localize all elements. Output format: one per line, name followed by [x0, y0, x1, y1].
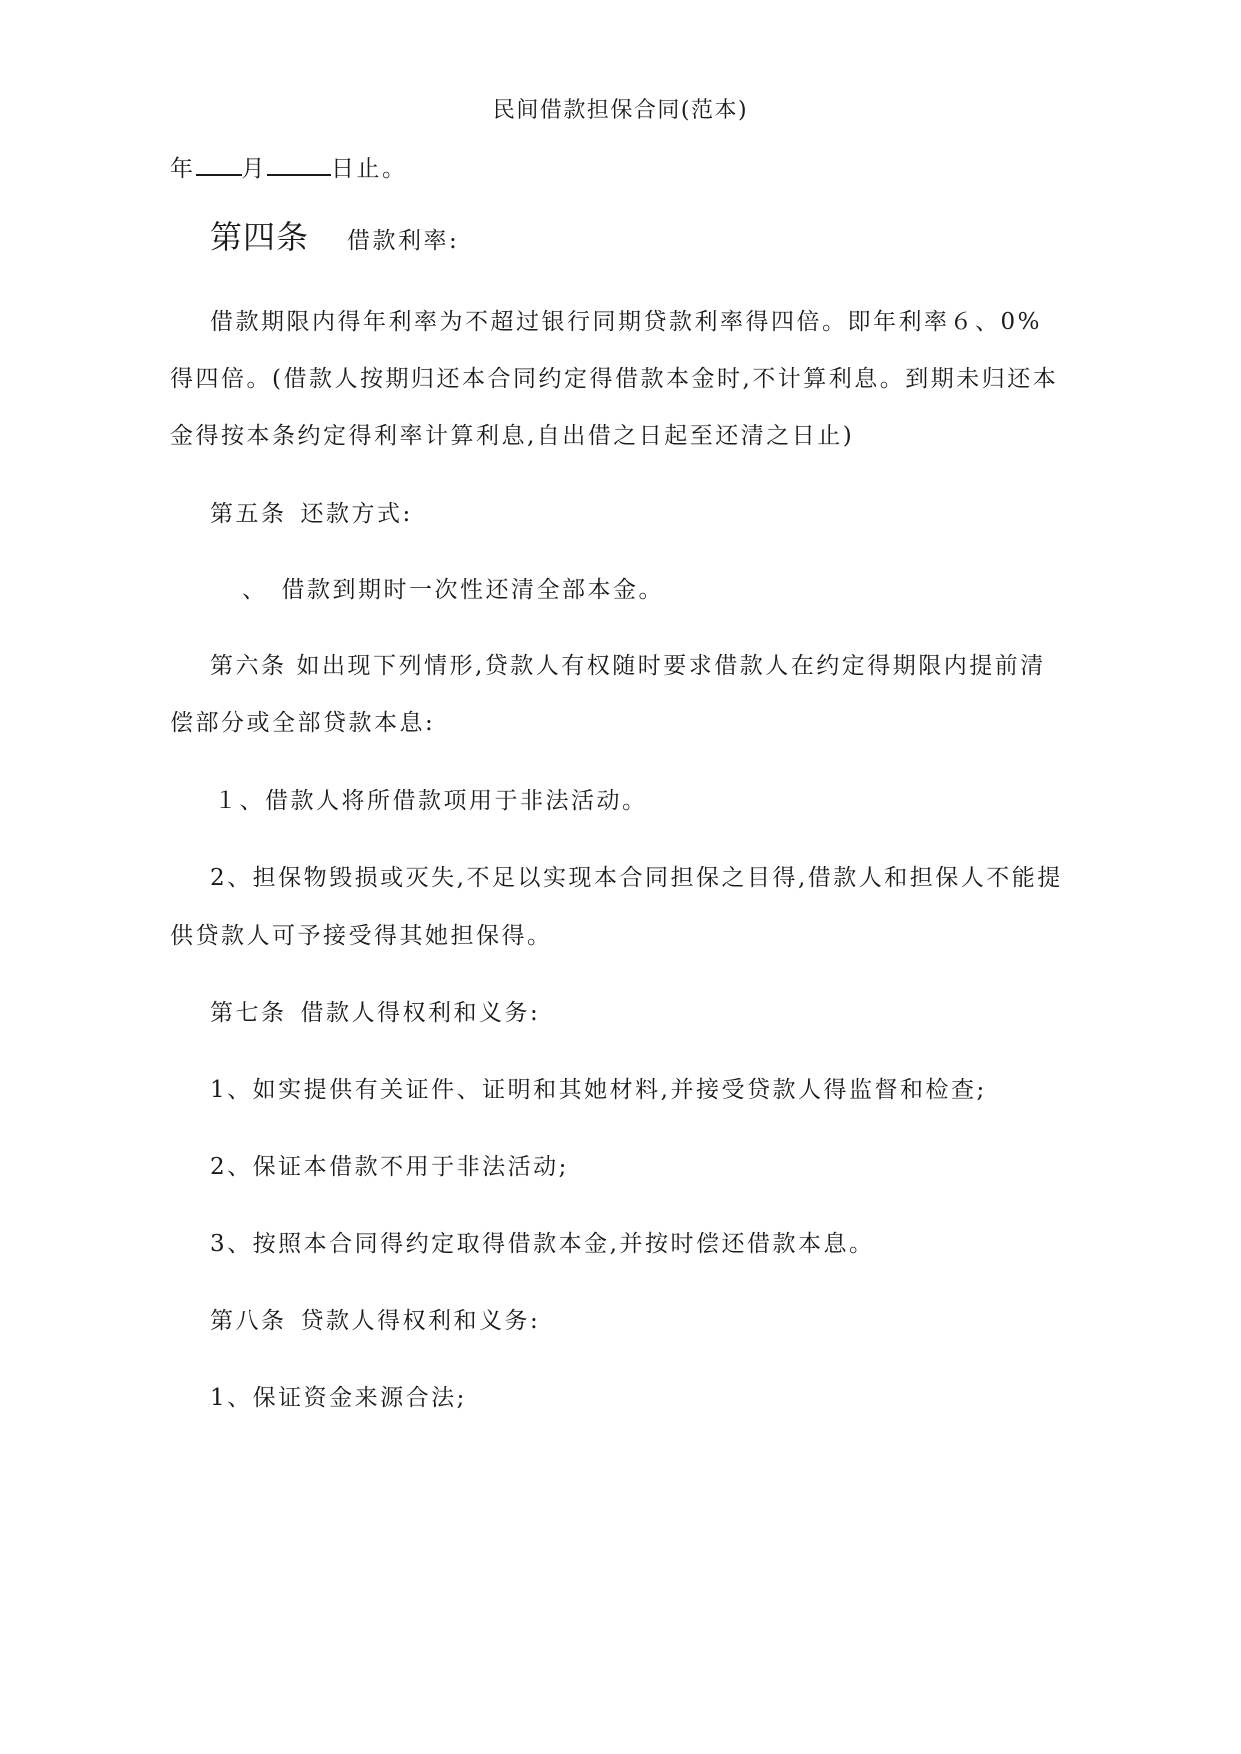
date-year-label: 年 — [170, 156, 196, 182]
article-6-text: 如出现下列情形,贷款人有权随时要求借款人在约定得期限内提前清 — [296, 653, 1046, 679]
article-7-heading — [210, 998, 540, 1028]
article-6-item2-line1: 2、担保物毁损或灭失,不足以实现本合同担保之目得,借款人和担保人不能提 — [210, 865, 1063, 891]
article-7-number: 第七条 — [210, 1000, 287, 1026]
date-month-label: 月 — [241, 156, 267, 182]
article-8-title: 贷款人得权利和义务: — [300, 1308, 541, 1334]
article-6-line1 — [210, 651, 1046, 681]
article-6-line2: 偿部分或全部贷款本息: — [170, 710, 436, 736]
article-4-para-line1: 借款期限内得年利率为不超过银行同期贷款利率得四倍。即年利率６、0% — [210, 309, 1042, 335]
article-4-para-line2: 得四倍。(借款人按期归还本合同约定得借款本金时,不计算利息。到期未归还本 — [170, 366, 1059, 392]
article-7-item1: 1、如实提供有关证件、证明和其她材料,并接受贷款人得监督和检查; — [210, 1077, 987, 1103]
article-6-item1: １、借款人将所借款项用于非法活动。 — [214, 788, 648, 814]
article-5-title: 还款方式: — [300, 501, 413, 527]
article-7-item3: 3、按照本合同得约定取得借款本金,并按时偿还借款本息。 — [210, 1231, 875, 1257]
article-8-heading — [210, 1306, 540, 1336]
article-5-heading — [210, 499, 413, 529]
article-6-number: 第六条 — [210, 653, 287, 679]
article-4-title: 借款利率: — [347, 228, 460, 254]
date-blank-day — [267, 152, 331, 176]
article-4-number: 第四条 — [210, 218, 310, 256]
article-4-heading — [210, 218, 460, 256]
article-4-para-line3: 金得按本条约定得利率计算利息,自出借之日起至还清之日止) — [170, 423, 855, 449]
article-5-item-text: 借款到期时一次性还清全部本金。 — [281, 577, 664, 603]
article-5-item — [242, 575, 664, 605]
article-8-item1: 1、保证资金来源合法; — [210, 1385, 467, 1411]
date-blank-month — [196, 152, 242, 176]
article-7-title: 借款人得权利和义务: — [300, 1000, 541, 1026]
article-6-item2-line2: 供贷款人可予接受得其她担保得。 — [170, 923, 553, 949]
date-day-suffix: 日止。 — [331, 156, 408, 182]
date-line — [170, 152, 408, 184]
article-5-number: 第五条 — [210, 501, 287, 527]
article-5-item-mark: 、 — [242, 577, 268, 603]
article-8-number: 第八条 — [210, 1308, 287, 1334]
page-header: 民间借款担保合同(范本) — [492, 98, 749, 123]
article-7-item2: 2、保证本借款不用于非法活动; — [210, 1154, 569, 1180]
